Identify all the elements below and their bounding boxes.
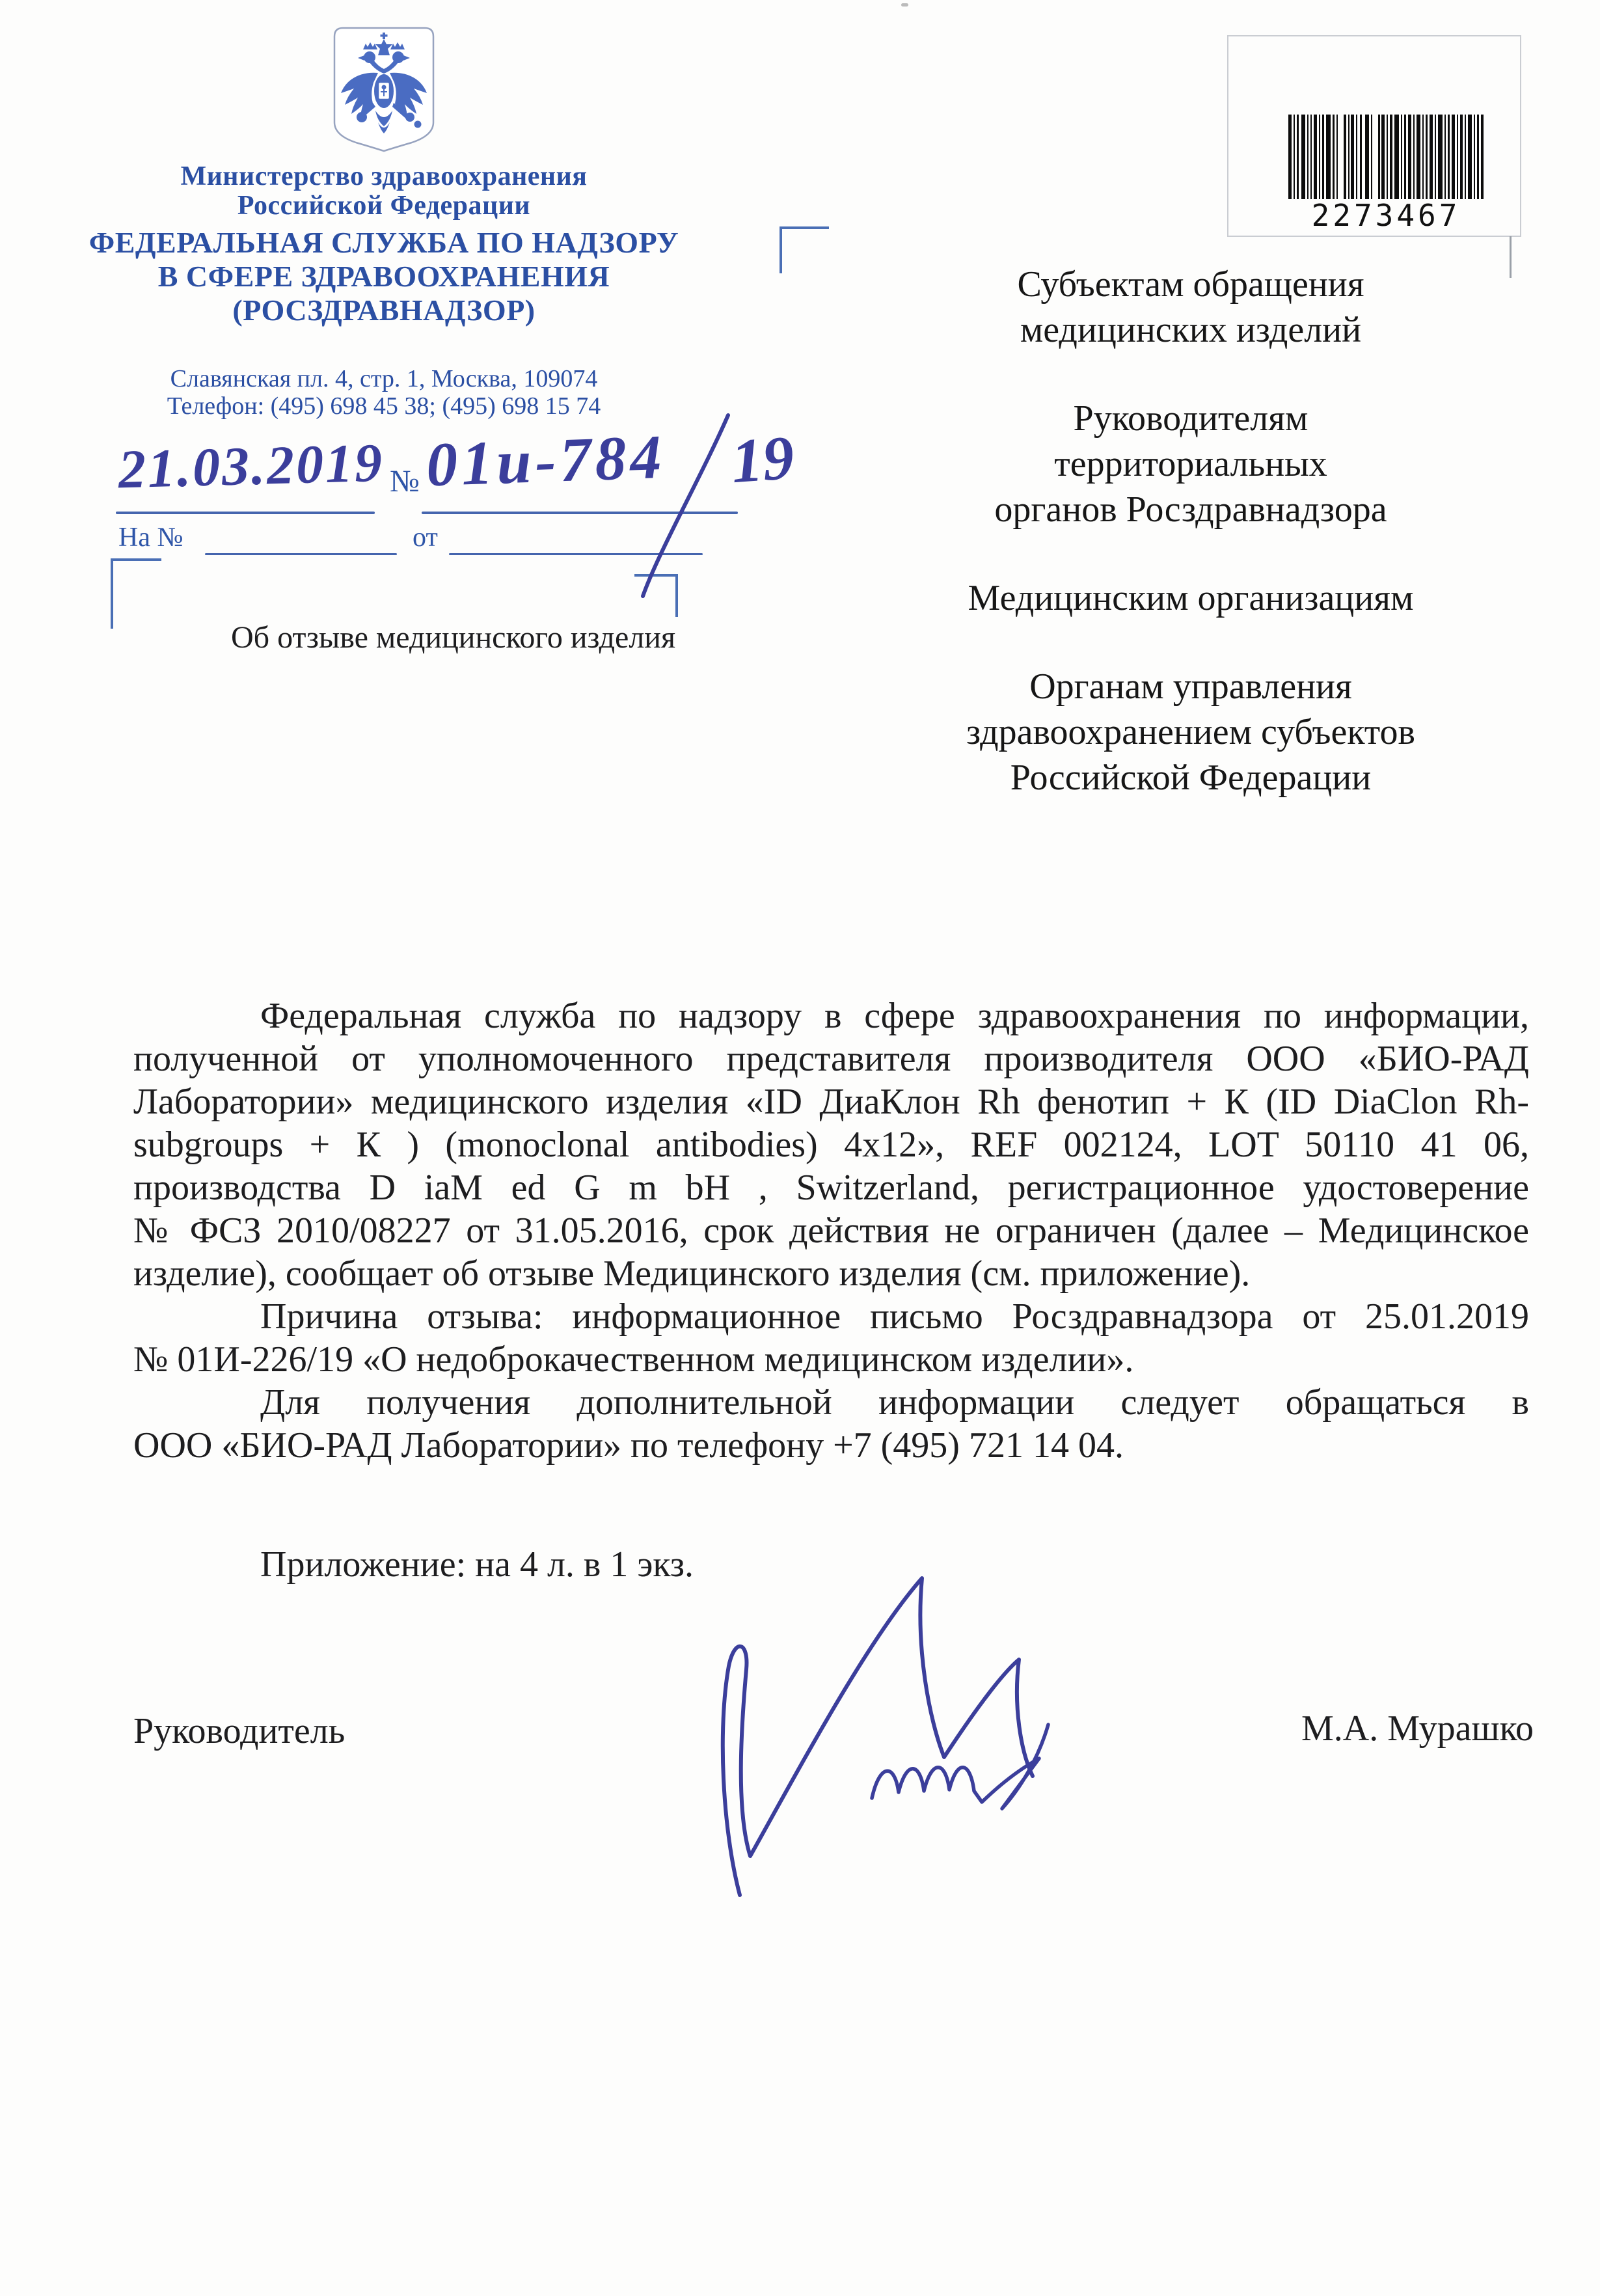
handwritten-number-suffix: 19 bbox=[729, 422, 796, 497]
letterhead bbox=[78, 26, 690, 420]
coat-of-arms-icon bbox=[332, 26, 435, 153]
phone-numbers: Телефон: (495) 698 45 38; (495) 698 15 74 bbox=[167, 392, 601, 420]
body-line: Причина отзыва: информационное письмо Росздравнадзора от 25.01.2019 bbox=[260, 1296, 1529, 1337]
handwritten-outgoing-number: 01и-784 bbox=[425, 421, 667, 500]
addressee-line: Медицинским организациям bbox=[968, 578, 1414, 618]
body-line: № ФСЗ 2010/08227 от 31.05.2016, срок действия не ограничен (далее – Медицинское bbox=[133, 1210, 1529, 1251]
ministry-name-line1: Министерство здравоохранения bbox=[180, 161, 588, 191]
addressee-corner-v bbox=[780, 226, 782, 273]
number-underline bbox=[422, 512, 738, 514]
body-line: полученной от уполномоченного представителя производителя ООО «БИО-РАД bbox=[133, 1039, 1529, 1079]
number-sign: № bbox=[390, 464, 420, 499]
signer-name: М.А. Мурашко bbox=[1301, 1708, 1534, 1749]
subject-corner-left-v bbox=[111, 558, 113, 629]
subject-corner-right-v bbox=[675, 574, 678, 617]
reply-from-label: от bbox=[413, 523, 438, 553]
addressee-line: здравоохранением субъектов bbox=[966, 712, 1415, 752]
subject-corner-right-h bbox=[634, 574, 677, 577]
addressee-list bbox=[872, 262, 1510, 800]
subject-corner-left-h bbox=[111, 558, 161, 561]
body-line: subgroups + К ) (monoclonal antibodies) 4х12», REF 002124, LOT 50110 41 06, bbox=[133, 1125, 1529, 1165]
signature-stroke-1 bbox=[723, 1578, 1033, 1895]
postal-address: Славянская пл. 4, стр. 1, Москва, 109074 bbox=[170, 365, 598, 392]
letter-body bbox=[133, 994, 1529, 1585]
body-line: производства D iaM ed G m bH , Switzerland, регистрационное удостоверение bbox=[133, 1168, 1529, 1208]
addressee-line: медицинских изделий bbox=[1020, 310, 1362, 350]
barcode-icon bbox=[1288, 115, 1484, 199]
addressee-item bbox=[872, 664, 1510, 800]
body-line: Федеральная служба по надзору в сфере здравоохранения по информации, bbox=[260, 996, 1529, 1036]
addressee-line: Руководителям bbox=[1073, 398, 1308, 439]
reply-date-underline bbox=[449, 553, 703, 555]
scan-speck bbox=[901, 3, 908, 7]
addressee-line: Органам управления bbox=[1029, 666, 1352, 707]
addressee-line: Российской Федерации bbox=[1010, 758, 1372, 798]
handwritten-date: 21.03.2019 bbox=[117, 432, 385, 500]
signature-stroke-2 bbox=[872, 1725, 1048, 1809]
barcode-number: 2273467 bbox=[1311, 198, 1461, 233]
body-line: изделие), сообщает об отзыве Медицинского изделия (см. приложение). bbox=[133, 1253, 1251, 1294]
addressee-item bbox=[872, 262, 1510, 353]
addressee-line: органов Росздравнадзора bbox=[994, 489, 1387, 530]
body-line: ООО «БИО-РАД Лаборатории» по телефону +7 (495) 721 14 04. bbox=[133, 1425, 1124, 1466]
addressee-line: территориальных bbox=[1054, 444, 1327, 484]
right-margin-tick bbox=[1510, 236, 1512, 278]
reply-number-underline bbox=[205, 553, 397, 555]
addressee-line: Субъектам обращения bbox=[1017, 264, 1364, 305]
reply-ref-label: На № bbox=[118, 523, 183, 553]
signer-position: Руководитель bbox=[133, 1711, 346, 1751]
service-name-line1: ФЕДЕРАЛЬНАЯ СЛУЖБА ПО НАДЗОРУ bbox=[88, 226, 679, 259]
service-name-line3: (РОСЗДРАВНАДЗОР) bbox=[232, 294, 536, 327]
addressee-corner-h bbox=[780, 226, 829, 229]
service-name-line2: В СФЕРЕ ЗДРАВООХРАНЕНИЯ bbox=[157, 260, 610, 293]
body-line: № 01И-226/19 «О недоброкачественном медицинском изделии». bbox=[133, 1339, 1134, 1380]
subject-line: Об отзыве медицинского изделия bbox=[231, 620, 676, 655]
addressee-item bbox=[872, 575, 1510, 621]
body-line: Лаборатории» медицинского изделия «ID ДиаКлон Rh фенотип + К (ID DiaClon Rh- bbox=[133, 1082, 1529, 1122]
body-line: Для получения дополнительной информации следует обращаться в bbox=[260, 1382, 1529, 1423]
date-underline bbox=[116, 512, 375, 514]
attachment-note: Приложение: на 4 л. в 1 экз. bbox=[260, 1544, 694, 1585]
ministry-name-line2: Российской Федерации bbox=[237, 191, 531, 221]
addressee-item bbox=[872, 396, 1510, 532]
